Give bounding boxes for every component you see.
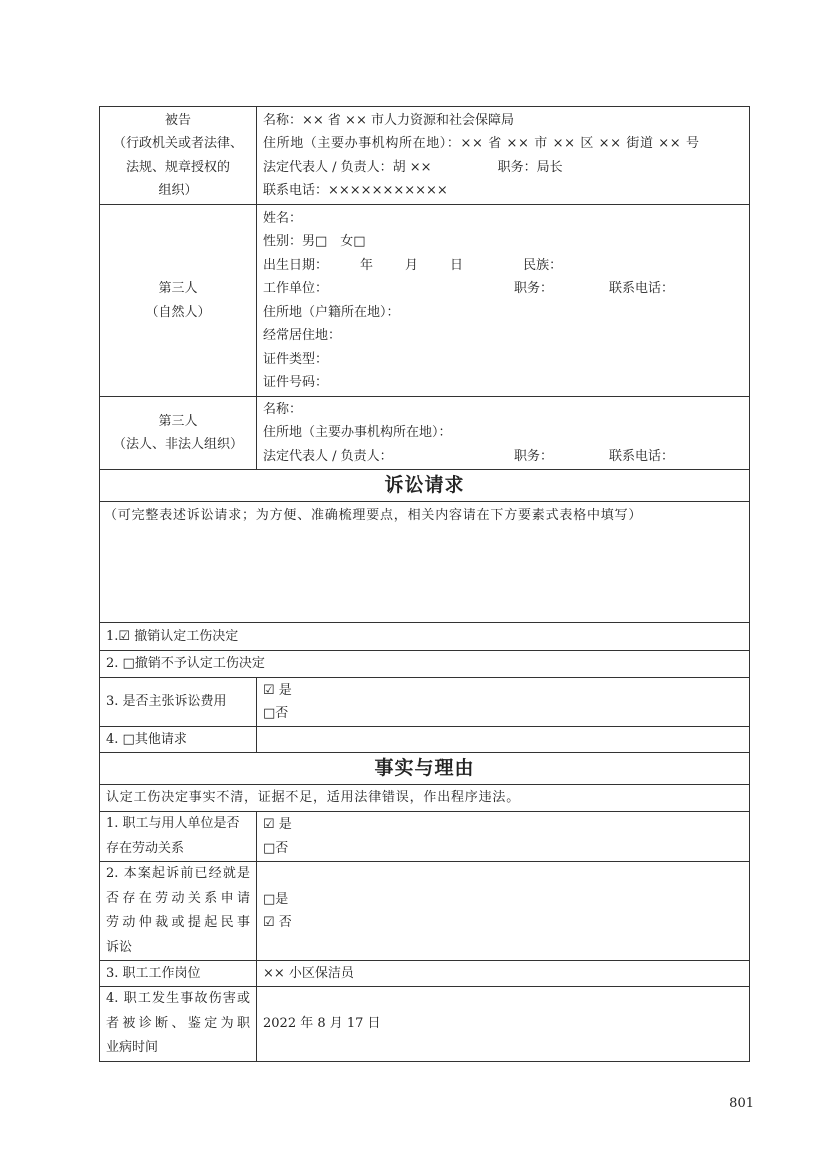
fact-q2-row: [100, 862, 750, 961]
claim-item-3-no: □否: [263, 706, 289, 721]
claim-item-4-row: [100, 727, 750, 753]
third-natural-info: [257, 205, 750, 397]
defendant-rep: 法定代表人 / 负责人：胡 ××: [263, 159, 432, 175]
fact-q2-no: ☑ 否: [263, 915, 292, 930]
tn-residence: 经常居住地：: [263, 328, 342, 343]
fact-q4-label: 4. 职工发生事故伤害或 者被诊断、鉴定为职 业病时间: [100, 987, 257, 1062]
fact-q1-label: 1. 职工与用人单位是否 存在劳动关系: [100, 812, 257, 862]
defendant-info: [257, 107, 750, 205]
fact-q1-row: [100, 812, 750, 862]
claim-item-2-row: [100, 651, 750, 678]
fact-q2-label: 2. 本案起诉前已经就是 否存在劳动关系申请 劳动仲裁或提起民事 诉讼: [100, 862, 257, 961]
tn-id-number: 证件号码：: [263, 375, 329, 390]
facts-header-row: [100, 753, 750, 785]
facts-summary: 认定工伤决定事实不清，证据不足，适用法律错误，作出程序违法。: [100, 785, 750, 812]
facts-summary-row: [100, 785, 750, 812]
claim-item-3-yes: ☑ 是: [263, 682, 292, 698]
defendant-row: [100, 107, 750, 205]
tn-household: 住所地（户籍所在地）：: [263, 304, 400, 320]
claim-item-3-options: [257, 678, 750, 727]
claim-item-3-label: 3. 是否主张诉讼费用: [100, 678, 257, 727]
claims-note: （可完整表述诉讼请求；为方便、准确梳理要点，相关内容请在下方要素式表格中填写）: [104, 508, 643, 523]
fact-q2-options: [257, 862, 750, 961]
defendant-label: 被告 （行政机关或者法律、 法规、规章授权的 组织）: [100, 107, 257, 205]
claims-title: 诉讼请求: [100, 470, 750, 502]
litigation-form-table: [99, 106, 750, 1062]
fact-q2-yes: □是: [263, 891, 289, 907]
claims-note-row: [100, 502, 750, 623]
tn-birth-line: 出生日期： 年 月 日 民族：: [263, 257, 563, 273]
third-legal-label: 第三人 （法人、非法人组织）: [100, 397, 257, 470]
defendant-address: 住所地（主要办事机构所在地）：×× 省 ×× 市 ×× 区 ×× 街道 ×× 号: [263, 136, 700, 151]
defendant-name: 名称：×× 省 ×× 市人力资源和社会保障局: [263, 112, 514, 128]
fact-q1-options: [257, 812, 750, 862]
claim-item-3-row: [100, 678, 750, 727]
tn-id-type: 证件类型：: [263, 351, 329, 367]
page-number: 801: [729, 1096, 754, 1111]
third-party-legal-row: [100, 397, 750, 470]
claim-item-1-row: [100, 623, 750, 651]
fact-q3-value: ×× 小区保洁员: [257, 961, 750, 987]
tl-name: 名称：: [263, 401, 303, 417]
fact-q4-value: 2022 年 8 月 17 日: [257, 987, 750, 1062]
tn-gender: 性别：男□ 女□: [263, 234, 366, 249]
defendant-position: 职务：局长: [497, 159, 563, 175]
tl-rep-line: 法定代表人 / 负责人： 职务： 联系电话：: [263, 448, 675, 464]
defendant-phone: 联系电话：×××××××××××: [263, 183, 448, 198]
tn-ethnicity: 民族：: [523, 257, 563, 273]
fact-q3-label: 3. 职工工作岗位: [100, 961, 257, 987]
claim-item-4: 4. □其他请求: [100, 727, 257, 753]
fact-q1-no: □否: [263, 840, 289, 856]
third-natural-label: 第三人 （自然人）: [100, 205, 257, 397]
claim-item-1: 1.☑ 撤销认定工伤决定: [100, 623, 750, 651]
third-party-natural-row: [100, 205, 750, 397]
claim-item-2: 2. □撤销不予认定工伤决定: [100, 651, 750, 678]
tn-name: 姓名：: [263, 210, 303, 226]
claims-note-cell: [100, 502, 750, 623]
fact-q3-row: [100, 961, 750, 987]
facts-title: 事实与理由: [100, 753, 750, 785]
third-legal-info: [257, 397, 750, 470]
tl-address: 住所地（主要办事机构所在地）：: [263, 425, 452, 441]
claims-header-row: [100, 470, 750, 502]
fact-q4-row: [100, 987, 750, 1062]
tn-employer-line: 工作单位： 职务： 联系电话：: [263, 281, 675, 296]
fact-q1-yes: ☑ 是: [263, 817, 292, 832]
claim-item-4-value: [257, 727, 750, 753]
